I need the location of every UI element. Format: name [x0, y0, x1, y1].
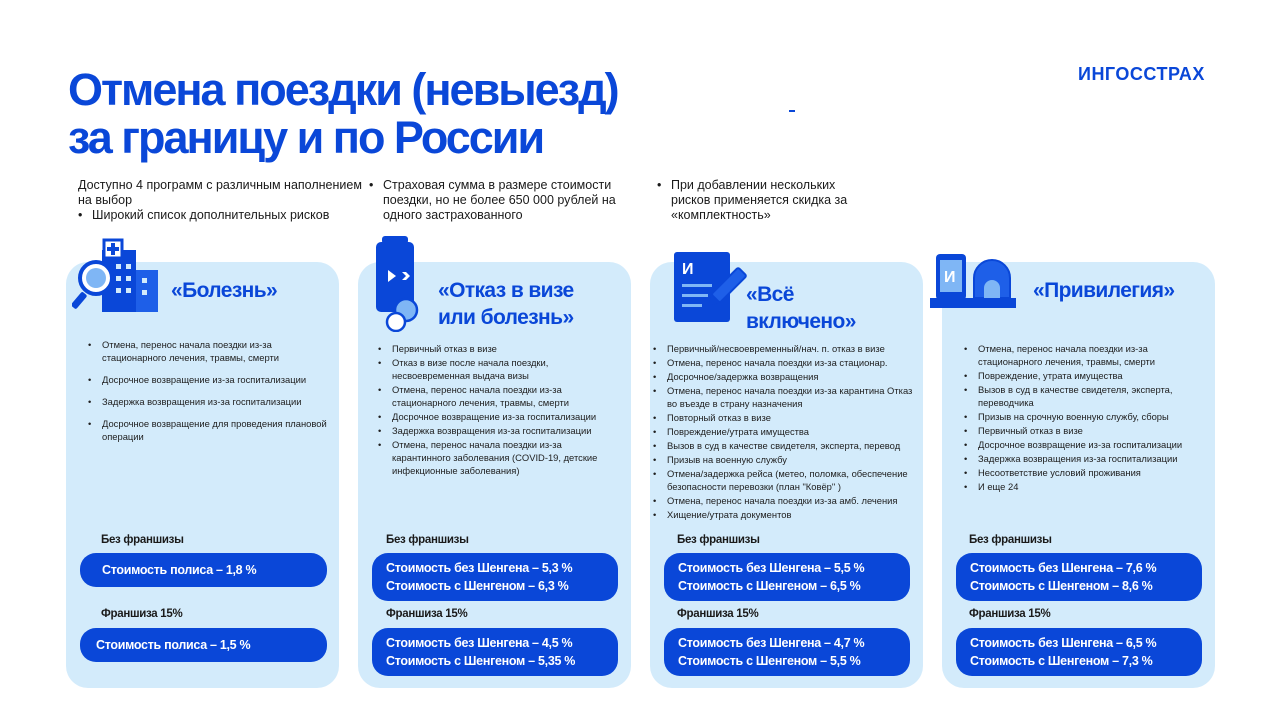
list-item: • Отмена, перенос начала поездки из-за стационарного лечения, травмы, смерти	[964, 343, 1155, 367]
list-item: • Повреждение/утрата имущества	[653, 426, 810, 437]
price-pill-no-franchise: Стоимость без Шенгена – 5,5 % Стоимость с Шенгеном – 6,5 %	[664, 553, 910, 601]
price-pill-no-franchise: Стоимость полиса – 1,8 %	[80, 553, 327, 587]
intro-bullet: • При добавлении нескольких рисков применяется скидка за «комплектность»	[657, 178, 848, 222]
list-item: • Отказ в визе после начала поездки, несвоевременная выдача визы	[378, 357, 549, 381]
intro-column-1	[78, 178, 363, 223]
label-no-franchise: Без франшизы	[386, 534, 469, 546]
card-title: «Всё включено»	[746, 283, 856, 333]
list-item: • Повторный отказ в визе	[653, 412, 771, 423]
intro-bullet: • Широкий список дополнительных рисков	[78, 208, 330, 222]
list-item: • Задержка возвращения из-за госпитализации	[88, 396, 302, 407]
list-item: • Досрочное возвращение из-за госпитализации	[88, 374, 307, 385]
list-item: • Призыв на срочную военную службу, сборы	[964, 411, 1169, 422]
list-item: • Досрочное возвращение из-за госпитализации	[378, 411, 597, 422]
list-item: • Досрочное возвращение для проведения плановой операции	[88, 418, 327, 442]
list-item: • Отмена, перенос начала поездки из-за стационарного лечения, травмы, смерти	[88, 339, 279, 363]
luggage-plane-icon	[372, 236, 422, 332]
svg-text:И: И	[682, 261, 694, 278]
label-franchise: Франшиза 15%	[101, 608, 183, 620]
intro-column-3	[657, 178, 862, 223]
phone-igloo-icon	[930, 250, 1016, 312]
price-pill-no-franchise: Стоимость без Шенгена – 5,3 % Стоимость с Шенгеном – 6,3 %	[372, 553, 618, 601]
list-item: • Несоответствие условий проживания	[964, 467, 1141, 478]
risk-list	[378, 342, 623, 477]
price-pill-no-franchise: Стоимость без Шенгена – 7,6 % Стоимость с Шенгеном – 8,6 %	[956, 553, 1202, 601]
label-no-franchise: Без франшизы	[969, 534, 1052, 546]
svg-text:И: И	[944, 269, 956, 286]
list-item: • Призыв на военную службу	[653, 454, 787, 465]
program-card-bolezn	[66, 262, 339, 688]
page-title-line-1: Отмена поездки (невыезд)	[68, 64, 618, 115]
list-item: • Отмена, перенос начала поездки из-за стационарного лечения, травмы, смерти	[378, 384, 569, 408]
brand-logo: ИНГОССТРАХ	[1078, 64, 1205, 84]
price-pill-franchise: Стоимость без Шенгена – 4,5 % Стоимость с Шенгеном – 5,35 %	[372, 628, 618, 676]
program-card-privilegiya	[942, 262, 1215, 688]
label-franchise: Франшиза 15%	[677, 608, 759, 620]
list-item: • Отмена, перенос начала поездки из-за амб. лечения	[653, 495, 898, 506]
label-no-franchise: Без франшизы	[101, 534, 184, 546]
list-item: • Хищение/утрата документов	[653, 509, 792, 520]
list-item: • Задержка возвращения из-за госпитализации	[378, 425, 592, 436]
page-title-line-2: за границу и по России	[68, 112, 544, 163]
program-card-otkaz-v-vize	[358, 262, 631, 688]
intro-text: Доступно 4 программ с различным наполнением на выбор	[78, 178, 362, 207]
card-title: «Привилегия»	[1033, 279, 1175, 302]
list-item: • Первичный/несвоевременный/нач. п. отказ в визе	[653, 343, 885, 354]
document-pen-icon	[672, 250, 750, 326]
label-franchise: Франшиза 15%	[386, 608, 468, 620]
price-pill-franchise: Стоимость без Шенгена – 6,5 % Стоимость с Шенгеном – 7,3 %	[956, 628, 1202, 676]
list-item: • Отмена/задержка рейса (метео, поломка, обеспечение безопасности перевозки (план "Ковёр" )	[653, 468, 908, 492]
page-title	[68, 66, 808, 162]
list-item: • Отмена, перенос начала поездки из-за стационар.	[653, 357, 888, 368]
list-item: • Вызов в суд в качестве свидетеля, эксперта, перевод	[653, 440, 901, 451]
risk-list	[964, 342, 1204, 493]
list-item: • И еще 24	[964, 481, 1019, 492]
program-card-vsyo-vklyucheno	[650, 262, 923, 688]
list-item: • Первичный отказ в визе	[964, 425, 1083, 436]
risk-list	[88, 338, 328, 443]
card-title: «Отказ в визе или болезнь»	[438, 279, 574, 329]
list-item: • Отмена, перенос начала поездки из-за карантинного заболевания (COVID-19, детские инфекционные заболевания)	[378, 439, 598, 476]
list-item: • Первичный отказ в визе	[378, 343, 497, 354]
label-franchise: Франшиза 15%	[969, 608, 1051, 620]
list-item: • Задержка возвращения из-за госпитализации	[964, 453, 1178, 464]
list-item: • Повреждение, утрата имущества	[964, 370, 1123, 381]
price-pill-franchise: Стоимость без Шенгена – 4,7 % Стоимость с Шенгеном – 5,5 %	[664, 628, 910, 676]
label-no-franchise: Без франшизы	[677, 534, 760, 546]
risk-list	[653, 342, 919, 521]
price-pill-franchise: Стоимость полиса – 1,5 %	[80, 628, 327, 662]
list-item: • Досрочное возвращение из-за госпитализации	[964, 439, 1183, 450]
list-item: • Вызов в суд в качестве свидетеля, эксперта, переводчика	[964, 384, 1173, 408]
hospital-magnifier-icon	[72, 238, 162, 314]
list-item: • Отмена, перенос начала поездки из-за карантина Отказ во въезде в страну назначения	[653, 385, 913, 409]
card-title: «Болезнь»	[171, 279, 278, 302]
intro-column-2	[369, 178, 624, 223]
list-item: • Досрочное/задержка возвращения	[653, 371, 819, 382]
intro-bullet: • Страховая сумма в размере стоимости поездки, но не более 650 000 рублей на одного застрахованного	[369, 178, 616, 222]
title-decoration	[789, 110, 795, 112]
